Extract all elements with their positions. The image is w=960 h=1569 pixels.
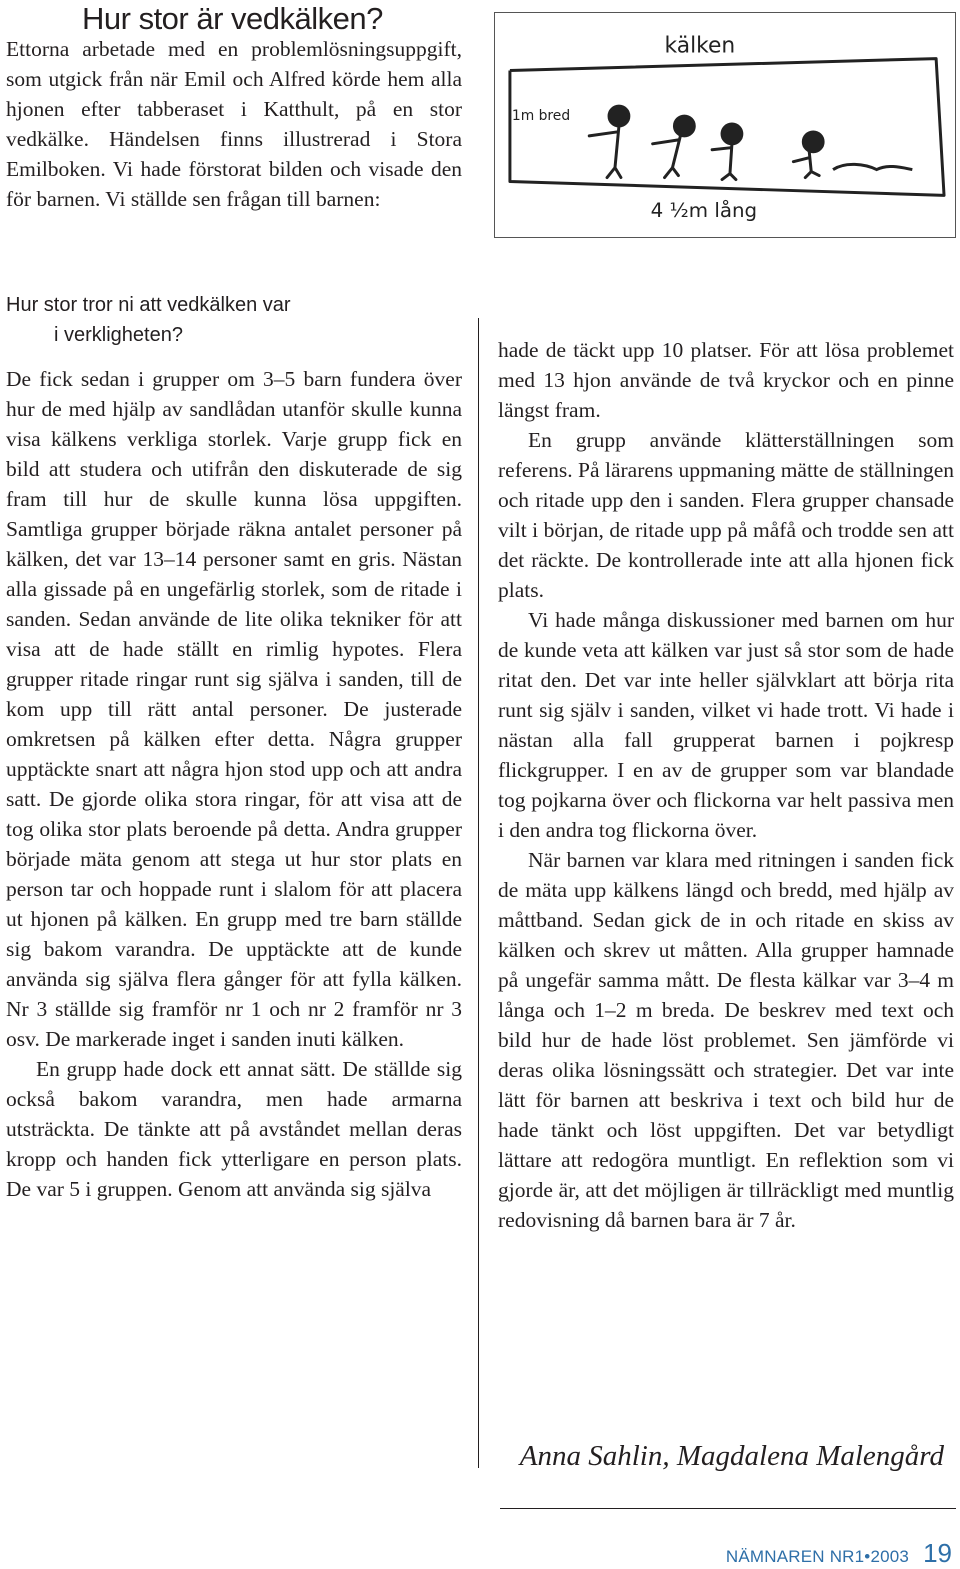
right-paragraph-4: När barnen var klara med ritningen i sanden fick de mäta upp kälkens längd och bredd, med hjälp av måttband. Sedan gick de in och ritade en skiss av kälken och skrev ut måtten. Alla grupper hamnade på ungefär samma mått. De flesta kälkar var 3–4 m långa och 1–2 m breda. De beskrev med text och bild hur de hade löst problemet. Sen jämförde vi deras olika lösningssätt och strategier. Det var inte lätt för barnen att beskriva i text och bild hur de hade tänkt och löst uppgiften. Det var betydligt lättare att redogöra muntligt. En reflektion som vi gjorde är, att det möjligen är tillräckligt med muntlig redovisning då barnen bara är 7 år. xyxy=(498,848,954,1232)
page-footer xyxy=(726,1538,952,1569)
left-paragraph-2: En grupp hade dock ett annat sätt. De ställde sig också bakom varandra, men hade armarna utsträckta. De tänkte att på avståndet mellan deras kropp och handen fick ytterligare en person plats. De var 5 i gruppen. Genom att använda sig själva xyxy=(6,1057,462,1201)
stick-figure-1 xyxy=(589,106,629,177)
footer-divider xyxy=(500,1508,956,1509)
right-paragraph-2: En grupp använde klätterställningen som referens. På lärarens uppmaning mätte de ställningen och ritade upp den i sanden. Flera grupper chansade vilt i början, de ritade upp på måfå och trodde sen att det räckte. De kontrollerade inte att alla hjonen fick plats. xyxy=(498,428,954,602)
right-column xyxy=(498,335,954,1235)
question-line-1: Hur stor tror ni att vedkälken var xyxy=(6,294,291,316)
question-heading xyxy=(6,290,406,350)
stick-figure-4 xyxy=(793,132,823,178)
stick-figure-2 xyxy=(653,116,695,177)
intro-paragraph: Ettorna arbetade med en problemlösningsuppgift, som utgick från när Emil och Alfred körde hem alla hjonen efter tabberaset i Katthult, på en stor vedkälke. Händelsen finns illustrerad i Stora Emilboken. Vi hade förstorat bilden och visade den för barnen. Vi ställde sen frågan till barnen: xyxy=(6,37,462,211)
journal-name: NÄMNAREN NR1•2003 xyxy=(725,1547,910,1566)
drawing-label-bottom: 4 ½m lång xyxy=(650,199,758,223)
ground-stick xyxy=(833,164,912,169)
drawing-label-top: kälken xyxy=(664,33,736,59)
intro-column xyxy=(6,34,462,214)
left-paragraph-1: De fick sedan i grupper om 3–5 barn fundera över hur de med hjälp av sandlådan utanför skulle kunna visa kälkens verkliga storlek. Varje grupp fick en bild att studera och utifrån den diskuterade de sig fram till hur de skulle kunna lösa uppgiften. Samtliga grupper började räkna antalet personer på kälken, det var 13–14 personer samt en gris. Nästan alla gissade på en ungefärlig storlek, som de ritade i sanden. Sedan använde de lite olika tekniker för att visa att de hade ställt en rimlig hypotes. Flera grupper ritade ringar runt sig själva i sanden, till de kom upp till rätt antal personer. De justerade omkretsen på kälken efter detta. Några grupper upptäckte snart att några hjon stod upp och att andra satt. De gjorde olika stora ringar, för att visa att de tog olika stor plats beroende på detta. Andra grupper började mäta genom att stega ut hur stor plats en person tar och hoppade runt i slalom för att placera ut hjonen på kälken. En grupp med tre barn ställde sig bakom varandra. De upptäckte att de kunde använda sig själva flera gånger för att fylla kälken. Nr 3 ställde sig framför nr 1 och nr 2 framför nr 3 osv. De markerade inget i sanden inuti kälken. xyxy=(6,367,462,1051)
question-line-2: i verkligheten? xyxy=(54,324,183,346)
article-authors: Anna Sahlin, Magdalena Malengård xyxy=(519,1440,944,1472)
article-title: Hur stor är vedkälken? xyxy=(82,1,383,36)
column-divider xyxy=(478,318,479,1468)
drawing-label-side: 1m bred xyxy=(511,108,571,125)
right-paragraph-1: hade de täckt upp 10 platser. För att lösa problemet med 13 hjon använde de två kryckor och en pinne längst fram. xyxy=(498,338,954,422)
child-drawing-figure xyxy=(494,12,956,238)
left-column xyxy=(6,364,462,1204)
page-number: 19 xyxy=(923,1538,952,1568)
right-paragraph-3: Vi hade många diskussioner med barnen om hur de kunde veta att kälken var just så stor som de hade ritat den. Det var inte heller självklart att börja rita runt sig själv i sanden, vilket vi hade trott. Vi hade i nästan alla fall grupperat barnen i pojkresp flickgrupper. I en av de grupper som var blandade tog pojkarna över och flickorna var helt passiva men i den andra tog flickorna över. xyxy=(498,608,954,842)
sled-drawing xyxy=(495,13,955,237)
stick-figure-3 xyxy=(712,124,742,180)
